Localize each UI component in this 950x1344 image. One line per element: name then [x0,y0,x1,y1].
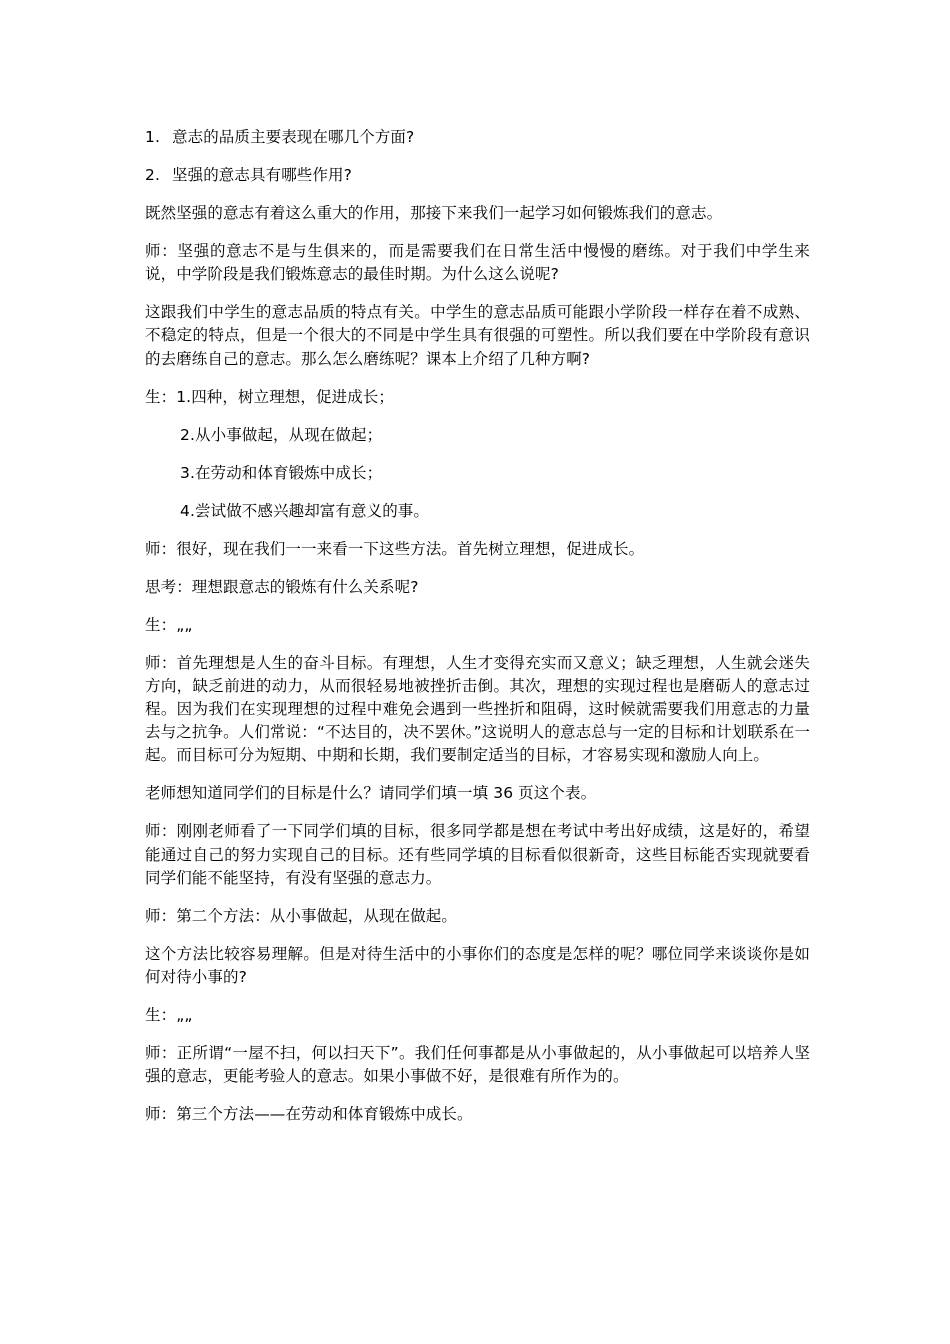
paragraph-small-things: 这个方法比较容易理解。但是对待生活中的小事你们的态度是怎样的呢？哪位同学来谈谈你是如何对待小事的? [145,944,810,987]
student-answer-2: 2.从小事做起，从现在做起； [180,425,383,444]
paragraph-goal-table: 老师想知道同学们的目标是什么？请同学们填一填 36 页这个表。 [145,784,597,803]
paragraph-teacher-method-1: 师：很好，现在我们一一来看一下这些方法。首先树立理想，促进成长。 [145,539,645,558]
list-number: 2. [145,166,160,184]
paragraph-transition: 既然坚强的意志有着这么重大的作用，那接下来我们一起学习如何锻炼我们的意志。 [145,204,723,222]
paragraph-teacher-intro: 师：坚强的意志不是与生俱来的，而是需要我们在日常生活中慢慢的磨练。对于我们中学生来说，中学阶段是我们锻炼意志的最佳时期。为什么这么说呢? [145,242,810,284]
paragraph-method-2: 师：第二个方法：从小事做起，从现在做起。 [145,906,458,925]
paragraph-explanation: 这跟我们中学生的意志品质的特点有关。中学生的意志品质可能跟小学阶段一样存在着不成熟、不稳定的特点，但是一个很大的不同是中学生具有很强的可塑性。所以我们要在中学阶段有意识的去磨练自己的意志。那么怎么磨练呢？课本上介绍了几种方啊? [145,303,810,368]
paragraph-teacher-feedback: 师：刚刚老师看了一下同学们填的目标，很多同学都是想在考试中考出好成绩，这是好的，希望能通过自己的努力实现自己的目标。还有些同学填的目标看似很新奇，这些目标能否实现就要看同学们能不能坚持，有没有坚强的意志力。 [145,822,810,887]
student-reply: 生：„„ [145,615,193,634]
student-answer-3: 3.在劳动和体育锻炼中成长； [180,463,383,482]
question-text: 意志的品质主要表现在哪几个方面? [172,128,415,146]
student-answer-4: 4.尝试做不感兴趣却富有意义的事。 [180,501,429,520]
paragraph-proverb: 师：正所谓“一屋不扫，何以扫天下”。我们任何事都是从小事做起的，从小事做起可以培养人坚强的意志，更能考验人的意志。如果小事做不好，是很难有所作为的。 [145,1044,810,1086]
student-reply-2: 生：„„ [145,1006,193,1025]
document-page [145,126,810,1141]
paragraph-ideal: 师：首先理想是人生的奋斗目标。有理想，人生才变得充实而又意义；缺乏理想，人生就会迷失方向，缺乏前进的动力，从而很轻易地被挫折击倒。其次，理想的实现过程也是磨砺人的意志过程。因为我们在实现理想的过程中难免会遇到一些挫折和阻碍，这时候就需要我们用意志的力量去与之抗争。人们常说：“不达目的，决不罢休。”这说明人的意志总与一定的目标和计划联系在一起。而目标可分为短期、中期和长期，我们要制定适当的目标，才容易实现和激励人向上。 [145,653,810,765]
question-2 [145,164,810,187]
question-text: 坚强的意志具有哪些作用? [172,166,352,184]
paragraph-method-3: 师：第三个方法——在劳动和体育锻炼中成长。 [145,1105,473,1124]
student-answer-1: 生：1.四种，树立理想，促进成长； [145,387,394,406]
paragraph-think: 思考：理想跟意志的锻炼有什么关系呢? [145,577,419,596]
list-number: 1. [145,128,160,146]
question-1 [145,126,810,149]
